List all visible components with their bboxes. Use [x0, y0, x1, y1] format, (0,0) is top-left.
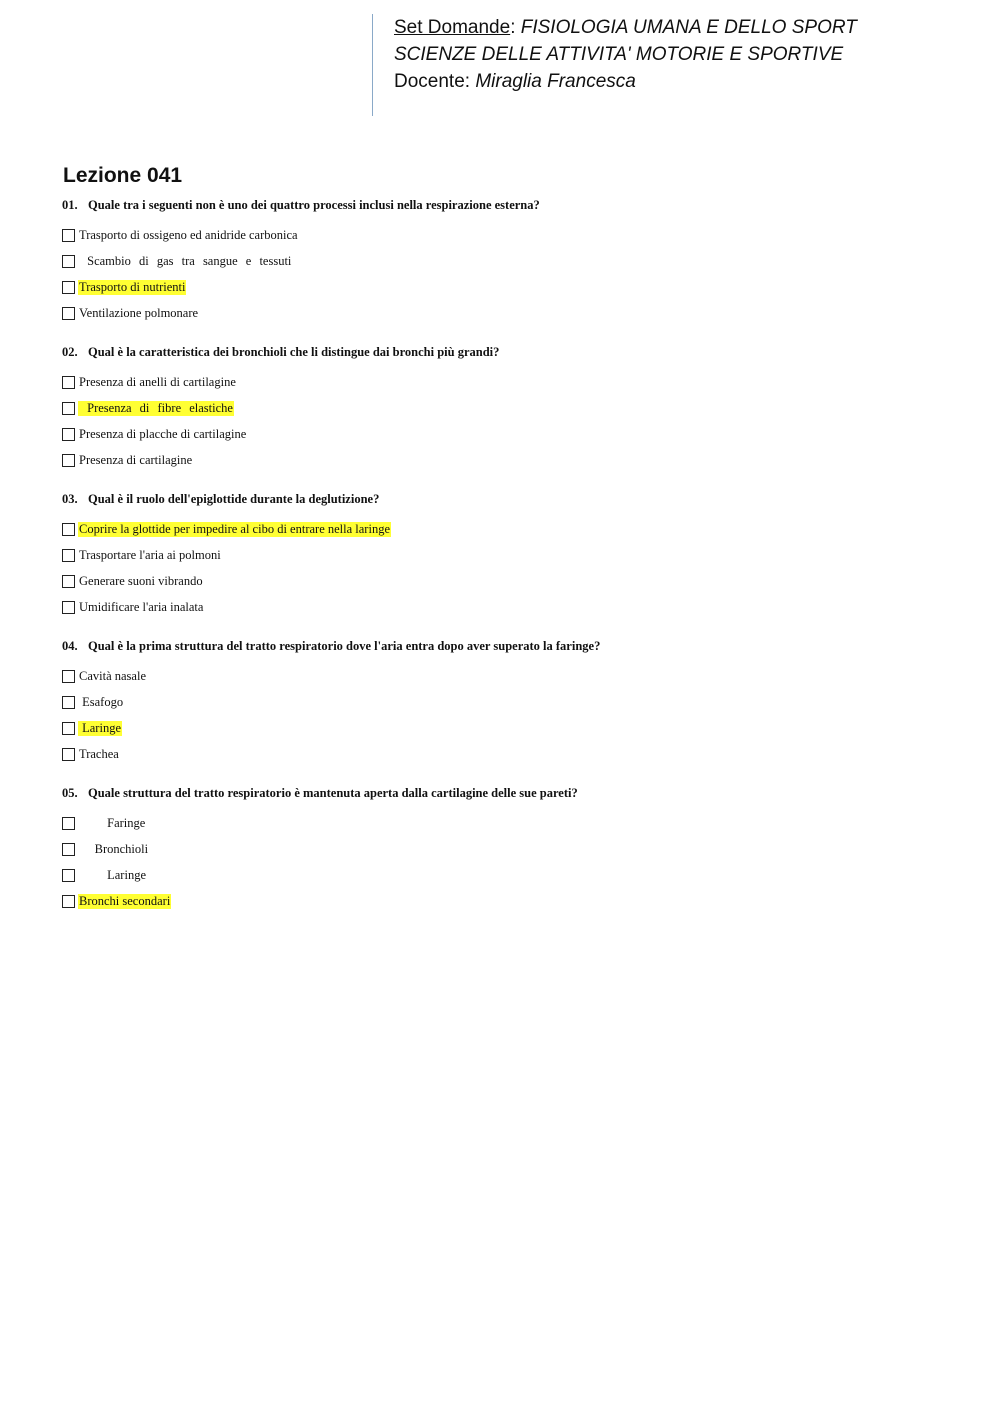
- answer-option[interactable]: [62, 715, 962, 741]
- answer-checkbox[interactable]: [62, 696, 75, 709]
- answer-checkbox[interactable]: [62, 454, 75, 467]
- answer-option[interactable]: [62, 888, 962, 914]
- answer-label: Laringe: [79, 867, 146, 882]
- answer-label: Cavità nasale: [79, 668, 146, 683]
- course-name: SCIENZE DELLE ATTIVITA' MOTORIE E SPORTIVE: [394, 44, 844, 65]
- answer-label: Trachea: [79, 746, 119, 761]
- question-text: [62, 490, 962, 508]
- question-text: [62, 343, 962, 361]
- answer-option[interactable]: [62, 516, 962, 542]
- answer-option[interactable]: [62, 447, 962, 473]
- set-separator: :: [510, 17, 521, 38]
- answer-checkbox[interactable]: [62, 402, 75, 415]
- question-04: [62, 637, 962, 767]
- question-label: Quale struttura del tratto respiratorio è mantenuta aperta dalla cartilagine delle sue pareti?: [88, 786, 578, 800]
- answer-option[interactable]: [62, 568, 962, 594]
- set-label: Set Domande: [394, 17, 511, 38]
- answer-option[interactable]: [62, 741, 962, 767]
- answer-option[interactable]: [62, 542, 962, 568]
- answer-label-highlighted: Laringe: [79, 720, 121, 735]
- answer-checkbox[interactable]: [62, 601, 75, 614]
- question-list: [62, 196, 962, 931]
- question-text: [62, 196, 962, 214]
- answer-checkbox[interactable]: [62, 307, 75, 320]
- question-label: Qual è la prima struttura del tratto respiratorio dove l'aria entra dopo aver superato la faringe?: [88, 639, 601, 653]
- answer-label: Trasportare l'aria ai polmoni: [79, 547, 221, 562]
- answer-label: Presenza di anelli di cartilagine: [79, 374, 236, 389]
- header-set-line: [394, 14, 857, 41]
- teacher-name: Miraglia Francesca: [475, 71, 636, 92]
- question-number: 01.: [62, 198, 78, 212]
- question-label: Qual è il ruolo dell'epiglottide durante la deglutizione?: [88, 492, 380, 506]
- answer-option[interactable]: [62, 862, 962, 888]
- answer-checkbox[interactable]: [62, 229, 75, 242]
- answer-label: Presenza di cartilagine: [79, 452, 193, 467]
- question-number: 03.: [62, 492, 78, 506]
- answer-label: Ventilazione polmonare: [79, 305, 199, 320]
- answer-option[interactable]: [62, 369, 962, 395]
- answer-label: Bronchioli: [79, 841, 149, 856]
- answer-option[interactable]: [62, 594, 962, 620]
- answer-label: Trasporto di ossigeno ed anidride carbonica: [79, 227, 298, 242]
- answer-label-highlighted: Presenza di fibre elastiche: [79, 400, 233, 415]
- question-number: 05.: [62, 786, 78, 800]
- answer-label-highlighted: Coprire la glottide per impedire al cibo di entrare nella laringe: [79, 521, 390, 536]
- document-header: [372, 14, 857, 116]
- question-number: 02.: [62, 345, 78, 359]
- answer-label: Esafogo: [79, 694, 124, 709]
- answer-checkbox[interactable]: [62, 428, 75, 441]
- question-text: [62, 637, 962, 655]
- answer-checkbox[interactable]: [62, 722, 75, 735]
- answer-label-highlighted: Bronchi secondari: [79, 893, 171, 908]
- answer-option[interactable]: [62, 663, 962, 689]
- answer-checkbox[interactable]: [62, 670, 75, 683]
- answer-checkbox[interactable]: [62, 255, 75, 268]
- answer-checkbox[interactable]: [62, 523, 75, 536]
- question-label: Qual è la caratteristica dei bronchioli che li distingue dai bronchi più grandi?: [88, 345, 500, 359]
- answer-option[interactable]: [62, 810, 962, 836]
- answer-option[interactable]: [62, 395, 962, 421]
- question-02: [62, 343, 962, 473]
- answer-label: Scambio di gas tra sangue e tessuti: [79, 253, 292, 268]
- answer-label: Faringe: [79, 815, 146, 830]
- answer-checkbox[interactable]: [62, 895, 75, 908]
- answer-option[interactable]: [62, 836, 962, 862]
- answer-option[interactable]: [62, 689, 962, 715]
- lesson-title: Lezione 041: [63, 164, 183, 187]
- answer-option[interactable]: [62, 300, 962, 326]
- answer-checkbox[interactable]: [62, 748, 75, 761]
- answer-checkbox[interactable]: [62, 549, 75, 562]
- question-03: [62, 490, 962, 620]
- answer-checkbox[interactable]: [62, 843, 75, 856]
- question-label: Quale tra i seguenti non è uno dei quattro processi inclusi nella respirazione esterna?: [88, 198, 540, 212]
- answer-label: Generare suoni vibrando: [79, 573, 203, 588]
- answer-checkbox[interactable]: [62, 376, 75, 389]
- question-number: 04.: [62, 639, 78, 653]
- answer-checkbox[interactable]: [62, 281, 75, 294]
- question-05: [62, 784, 962, 914]
- answer-label-highlighted: Trasporto di nutrienti: [79, 279, 186, 294]
- answer-checkbox[interactable]: [62, 817, 75, 830]
- set-value: FISIOLOGIA UMANA E DELLO SPORT: [520, 17, 857, 38]
- answer-checkbox[interactable]: [62, 869, 75, 882]
- question-01: [62, 196, 962, 326]
- answer-label: Umidificare l'aria inalata: [79, 599, 204, 614]
- teacher-label: Docente:: [394, 71, 476, 92]
- answer-checkbox[interactable]: [62, 575, 75, 588]
- answer-label: Presenza di placche di cartilagine: [79, 426, 247, 441]
- header-teacher-line: [394, 68, 857, 95]
- answer-option[interactable]: [62, 274, 962, 300]
- answer-option[interactable]: [62, 421, 962, 447]
- question-text: [62, 784, 962, 802]
- answer-option[interactable]: [62, 248, 962, 274]
- answer-option[interactable]: [62, 222, 962, 248]
